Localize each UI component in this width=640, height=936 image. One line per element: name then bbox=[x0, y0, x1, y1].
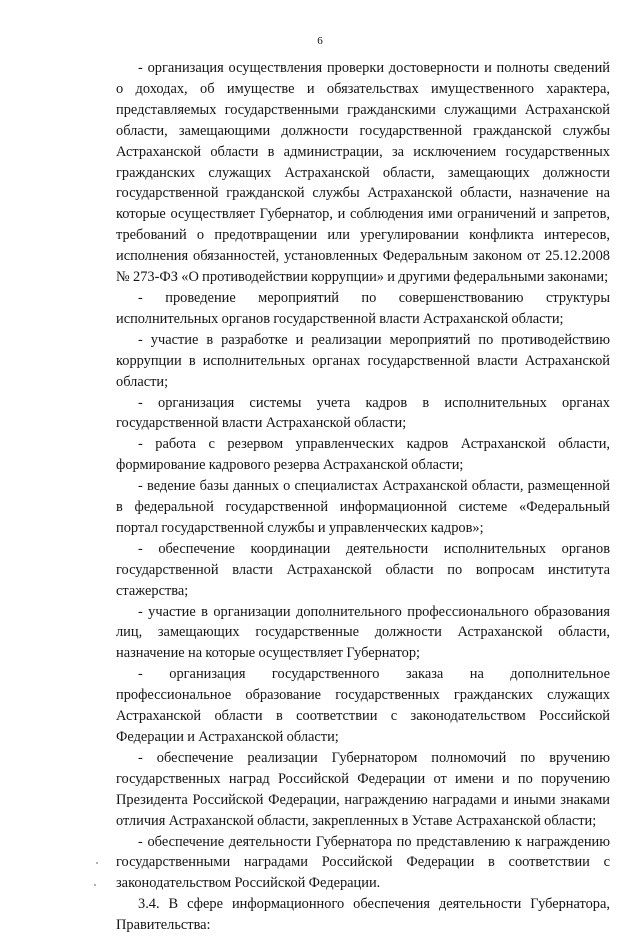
paragraph-internship-coordination: - обеспечение координации деятельности исполнительных органов государственной власти Астраханской области по вопросам института стажерства; bbox=[116, 540, 610, 599]
scan-speck bbox=[96, 862, 98, 864]
paragraph-award-nomination: - обеспечение деятельности Губернатора по представлению к награждению государственными наградами Российской Федерации в соответствии с законодательством Российской Федерации. bbox=[116, 833, 610, 892]
paragraph-state-awards: - обеспечение реализации Губернатором полномочий по вручению государственных наград Российской Федерации от имени и по поручению Президента Российской Федерации, награждению наградами и иными знаками отличия Астраханской области, закрепленных в Уставе Астраханской области; bbox=[116, 749, 610, 829]
paragraph-management-reserve: - работа с резервом управленческих кадров Астраханской области, формирование кадрового резерва Астраханской области; bbox=[116, 436, 610, 474]
document-body bbox=[116, 58, 610, 936]
paragraph-anti-corruption: - участие в разработке и реализации мероприятий по противодействию коррупции в исполнительных органах государственной власти Астраханской области; bbox=[116, 331, 610, 390]
paragraph-professional-education: - участие в организации дополнительного профессионального образования лиц, замещающих государственные должности Астраханской области, назначение на которые осуществляет Губернатор; bbox=[116, 603, 610, 662]
section-3-4-heading: 3.4. В сфере информационного обеспечения деятельности Губернатора, Правительства: bbox=[116, 896, 610, 934]
paragraph-income-verification: - организация осуществления проверки достоверности и полноты сведений о доходах, об имуществе и обязательствах имущественного характера, представляемых государственными гражданскими служащими Астраханской области, замещающими должности государственной гражданской службы Астраханской области в администрации, за исключением государственных гражданских служащих Астраханской области, замещающих должности государственной гражданской службы Астраханской области, назначение на которые осуществляет Губернатор, и соблюдения ими ограничений и запретов, требований о предотвращении или урегулировании конфликта интересов, исполнения обязанностей, установленных Федеральным законом от 25.12.2008 № 273-ФЗ «О противодействии коррупции» и другими федеральными законами; bbox=[116, 60, 610, 286]
scan-speck bbox=[94, 884, 96, 886]
paragraph-state-order: - организация государственного заказа на дополнительное профессиональное образование государственных гражданских служащих Астраханской области в соответствии с законодательством Российской Федерации и Астраханской области; bbox=[116, 666, 610, 745]
paragraph-specialist-database: - ведение базы данных о специалистах Астраханской области, размещенной в федеральной государственной информационной системе «Федеральный портал государственной службы и управленческих кадров»; bbox=[116, 478, 610, 536]
page-number: 6 bbox=[317, 35, 323, 47]
paragraph-structure-improvement: - проведение мероприятий по совершенствованию структуры исполнительных органов государственной власти Астраханской области; bbox=[116, 289, 610, 327]
paragraph-personnel-records: - организация системы учета кадров в исполнительных органах государственной власти Астраханской области; bbox=[116, 394, 610, 432]
